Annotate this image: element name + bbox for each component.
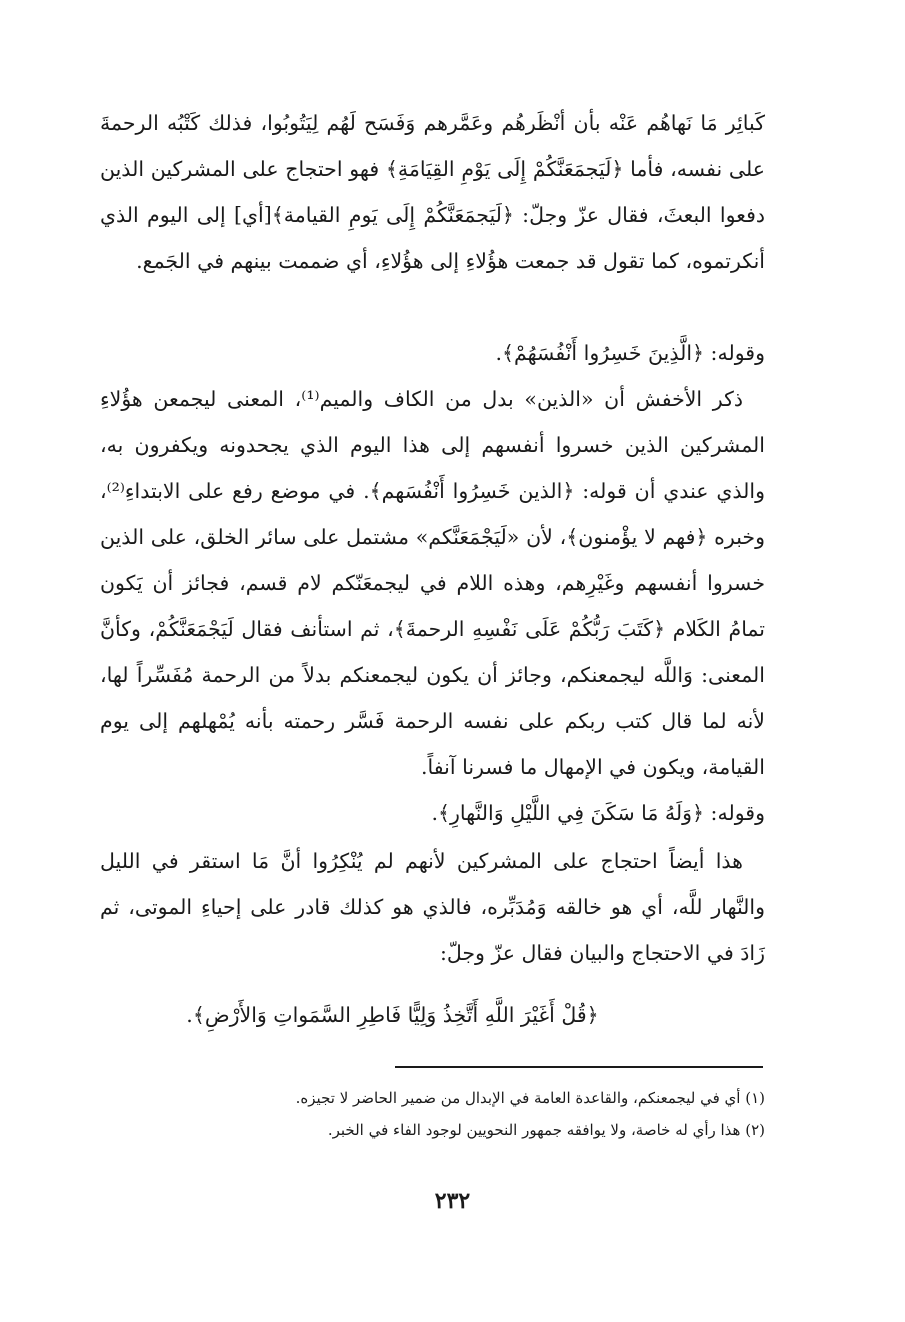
- footnote-1: (١) أي في ليجمعنكم، والقاعدة العامة في الإبدال من ضمير الحاضر لا تجيزه.: [295, 1089, 765, 1107]
- footnote-2: (٢) هذا رأي له خاصة، ولا يوافقه جمهور النحويين لوجود الفاء في الخبر.: [327, 1121, 765, 1139]
- paragraph-verse-3: ﴿قُلْ أَغَيْرَ اللَّهِ أَتَّخِذُ وَلِيًّا فَاطِرِ السَّمَواتِ وَالأَرْضِ﴾.: [186, 1003, 599, 1027]
- paragraph-verse-2: وقوله: ﴿وَلَهُ مَا سَكَنَ فِي اللَّيْلِ وَالنَّهارِ﴾.: [431, 801, 765, 825]
- page-number: ٢٣٢: [434, 1188, 471, 1214]
- paragraph-akhfash: ذكر الأخفش أن «الذين» بدل من الكاف والميم⁽¹⁾، المعنى ليجمعن هؤُلاءِ المشركين الذين خسروا أنفسهم إلى هذا اليوم الذي يجحدونه ويكفرون به، والذي عندي أن قوله: ﴿الذين خَسِرُوا أَنْفُسَهم﴾. في موضع رفع على الابتداءِ⁽²⁾، وخبره ﴿فهم لا يؤْمنون﴾، لأن «لَيَجْمَعَنَّكم» مشتمل على سائر الخلق، على الذين خسروا أنفسهم وغَيْرِهم، وهذه اللام في ليجمعَنّكم لام قسم، فجائز أن يَكون تمامُ الكَلام ﴿كَتَبَ رَبُّكُمْ عَلَى نَفْسِهِ الرحمةَ﴾، ثم استأنف فقال لَيَجْمَعَنَّكُمْ، وكأنَّ المعنى: وَاللَّه ليجمعنكم، وجائز أن يكون ليجمعنكم بدلاً من الرحمة مُفَسِّراً لها، لأنه لما قال كتب ربكم على نفسه الرحمة فَسَّر رحمته بأنه يُمْهلهم إلى يوم القيامة، ويكون في الإمهال ما فسرنا آنفاً.: [100, 387, 765, 779]
- paragraph-intro: كَبائِر مَا نَهاهُم عَنْه بأن أنْظَرهُم وعَمَّرهم وَفَسَح لَهُم لِيَتُوبُوا، فذلك كَتْبُه الرحمةَ على نفسه، فأما ﴿لَيَجمَعَنَّكُمْ إِلَى يَوْمِ القِيَامَةِ﴾ فهو احتجاج على المشركين الذين دفعوا البعثَ، فقال عزّ وجلّ: ﴿لَيَجمَعَنَّكُمْ إِلَى يَومِ القيامة﴾[أي] إلى اليوم الذي أنكرتموه، كما تقول قد جمعت هؤُلاءِ إلى هؤُلاءِ، أي ضممت بينهم في الجَمع.: [100, 111, 765, 273]
- paragraph-verse-1: وقوله: ﴿الَّذِينَ خَسِرُوا أَنْفُسَهُمْ﴾.: [495, 341, 765, 365]
- footnote-divider: [395, 1066, 763, 1068]
- footnotes: [205, 1082, 765, 1146]
- paragraph-argument: هذا أيضاً احتجاج على المشركين لأنهم لم يُنْكِرُوا أنَّ مَا استقر في الليل والنَّهار للَّه، أي هو خالقه وَمُدَبِّره، فالذي هو كذلك قادر على إحياءِ الموتى، ثم زَادَ في الاحتجاج والبيان فقال عزّ وجلّ:: [100, 849, 765, 965]
